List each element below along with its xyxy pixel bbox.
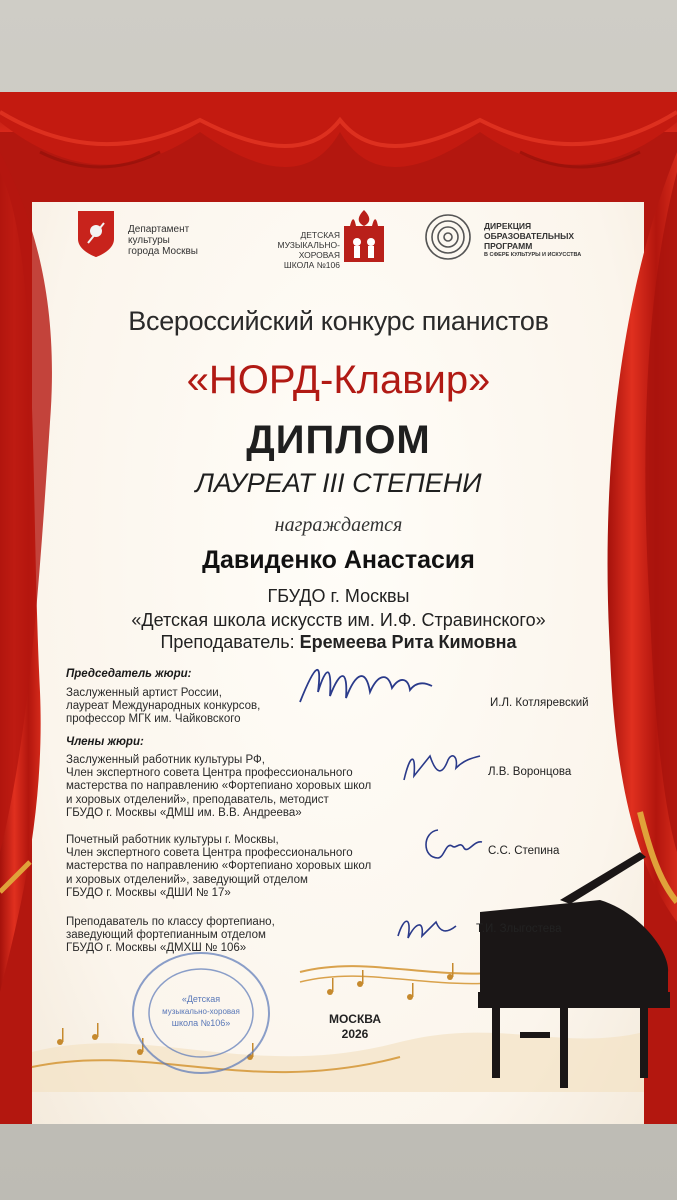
teacher-line bbox=[0, 632, 677, 653]
recipient-name: Давиденко Анастасия bbox=[202, 546, 475, 574]
chair-signature bbox=[296, 652, 436, 714]
jury-chair-titles: Заслуженный артист России, лауреат Международных конкурсов, профессор МГК им. Чайковского bbox=[66, 687, 261, 726]
city: МОСКВА bbox=[328, 1012, 382, 1026]
teacher-label: Преподаватель: bbox=[160, 632, 295, 652]
org-line-1: ГБУДО г. Москвы bbox=[267, 586, 410, 606]
contest-name: «НОРД-Клавир» bbox=[186, 358, 491, 402]
member-1-name: Л.В. Воронцова bbox=[488, 766, 572, 778]
school-logo-text: ДЕТСКАЯ МУЗЫКАЛЬНО-ХОРОВАЯ ШКОЛА №106 bbox=[277, 230, 340, 270]
degree-title: ЛАУРЕАТ III СТЕПЕНИ bbox=[195, 468, 482, 498]
jury-chair-heading: Председатель жюри: bbox=[66, 668, 192, 680]
jury-member-2-titles: Почетный работник культуры г. Москвы, Член экспертного совета Центра профессионального мастерства по направлению «Фортепиано хоровых школ и хоровых отделений», заведующий отделом ГБУДО г. Москвы «ДШИ № 17» bbox=[66, 834, 372, 899]
jury-member-3-titles: Преподаватель по классу фортепиано, заведующий фортепианным отделом ГБУДО г. Москвы «ДМХШ № 106» bbox=[66, 916, 275, 955]
jury-member-1-titles: Заслуженный работник культуры РФ, Член экспертного совета Центра профессионального мастерства по направлению «Фортепиано хоровых школ и хоровых отделений», преподаватель, методист ГБУДО г. Москвы «ДМШ им. В.В. Андреева» bbox=[66, 754, 372, 819]
svg-text:школа №106»: школа №106» bbox=[171, 1018, 231, 1028]
diploma-title: ДИПЛОМ bbox=[246, 418, 431, 462]
member-2-name: С.С. Степина bbox=[488, 845, 560, 857]
year: 2026 bbox=[341, 1027, 369, 1041]
member-3-signature bbox=[392, 910, 462, 946]
member-3-name: Т.И. Злыгостева bbox=[476, 923, 562, 935]
member-1-signature bbox=[400, 746, 484, 786]
org-line-2: «Детская школа искусств им. И.Ф. Стравинского» bbox=[131, 610, 546, 630]
member-2-signature bbox=[418, 822, 486, 866]
school-emblem-icon bbox=[340, 208, 388, 264]
awarded-label: награждается bbox=[274, 514, 403, 536]
directorate-logo-text: ДИРЕКЦИЯ ОБРАЗОВАТЕЛЬНЫХ ПРОГРАММ В СФЕРЕ КУЛЬТУРЫ И ИСКУССТВА bbox=[484, 221, 582, 258]
moscow-coat-of-arms-icon bbox=[76, 209, 116, 259]
jury-members-heading: Члены жюри: bbox=[66, 736, 144, 748]
contest-title: Всероссийский конкурс пианистов bbox=[128, 306, 549, 336]
directorate-logo-icon bbox=[424, 213, 472, 261]
svg-text:музыкально-хоровая: музыкально-хоровая bbox=[162, 1007, 240, 1016]
dept-culture-logo-text: Департамент культуры города Москвы bbox=[128, 224, 198, 257]
teacher-name: Еремеева Рита Кимовна bbox=[299, 632, 517, 652]
city-year bbox=[310, 1012, 400, 1042]
chair-name: И.Л. Котляревский bbox=[490, 697, 589, 709]
school-stamp bbox=[130, 950, 272, 1076]
svg-text:«Детская: «Детская bbox=[181, 994, 221, 1004]
